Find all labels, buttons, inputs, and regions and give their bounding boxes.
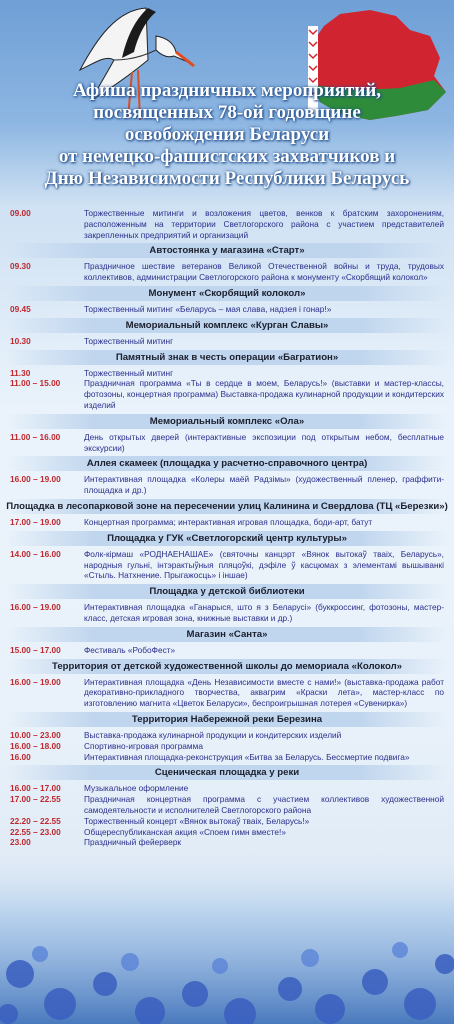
event-description: Праздничное шествие ветеранов Великой Отечественной войны и труда, трудовых коллективов, администрации Светлогорского района к монументу «Скорбящий колокол» [84,261,444,283]
event-description: Торжественные митинги и возложения цветов, венков к братским захоронениям, расположенным на территории Светлогорского района с участием представителей закрепленных предприятий и организаций [84,208,444,240]
event-description: Интерактивная площадка «Колеры маёй Радзiмы» (художественный пленер, граффити-площадка и др.) [84,474,444,496]
event-time: 15.00 – 17.00 [10,644,61,655]
event-row [6,368,448,379]
event-time: 17.00 – 22.55 [10,794,61,805]
event-row [6,304,448,315]
poster-title [0,80,454,190]
event-time: 11.00 – 15.00 [10,378,61,389]
event-row [6,378,448,410]
event-time: 16.00 [10,751,31,762]
event-row [6,261,448,283]
event-description: Общереспубликанская акция «Споем гимн вместе!» [84,826,286,837]
event-time: 16.00 – 18.00 [10,740,61,751]
event-description: Торжественный концерт «Вянок вытокаў тваіх, Беларусь!» [84,815,310,826]
event-time: 09.45 [10,303,31,314]
event-time: 22.55 – 23.00 [10,826,61,837]
event-row [6,794,448,816]
event-description: Фолк-кiрмаш «РОДНАЕНАШАЕ» (святочны канцэрт «Вянок вытокаў тваіх, Беларусь», народныя гульнi, iнтэрактыўныя пляцоўкi, дэфiле ў касцюмах з элементамi вышыванкi «Стыль. Натхнение. Прыгажосць» i iншае) [84,548,444,581]
venue-heading: Мемориальный комплекс «Курган Славы» [6,318,448,333]
event-description: Музыкальное оформление [84,783,189,794]
event-description: Интерактивная площадка «Ганарыся, што я з Беларусi» (буккроссинг, фотозоны, мастер-класс, детская игровая зона, книжные выставки и др.) [84,602,444,623]
event-time: 22.20 – 22.55 [10,815,61,826]
venue-heading: Аллея скамеек (площадка у расчетно-справочного центра) [6,456,448,471]
event-row [6,549,448,581]
venue-heading: Площадка у ГУК «Светлогорский центр культуры» [6,531,448,546]
event-row [6,517,448,528]
event-description: Интерактивная площадка-реконструкция «Битва за Беларусь. Бессмертие подвига» [84,751,410,762]
event-row [6,336,448,347]
title-line-3: освобождения Беларуси [124,124,330,145]
venue-heading: Автостоянка у магазина «Старт» [6,243,448,258]
event-row [6,837,448,848]
event-row [6,816,448,827]
schedule [0,208,454,848]
event-description: Праздничная концертная программа с участием коллективов художественной самодеятельности и исполнителей Светлогорского района [84,794,444,815]
event-time: 17.00 – 19.00 [10,516,61,527]
event-description: Торжественный митинг [84,335,174,346]
event-time: 09.00 [10,208,31,218]
event-description: День открытых дверей (интерактивные экспозиции под открытым небом, бесплатные экскурсии) [84,431,444,453]
venue-heading: Площадка у детской библиотеки [6,584,448,599]
event-row [6,783,448,794]
event-description: Спортивно-игровая программа [84,740,203,751]
event-row [6,474,448,496]
event-row [6,752,448,763]
event-row [6,645,448,656]
event-time: 16.00 – 17.00 [10,783,61,794]
venue-heading: Магазин «Санта» [6,627,448,642]
event-description: Торжественный митинг [84,367,174,378]
event-row [6,432,448,454]
event-time: 16.00 – 19.00 [10,602,61,613]
event-row [6,730,448,741]
cornflowers-decoration [0,854,454,1024]
title-line-1: Афиша праздничных мероприятий, [72,80,382,101]
event-description: Торжественный митинг «Беларусь – мая слава, надзея i гонар!» [84,303,332,314]
venue-heading: Мемориальный комплекс «Ола» [6,414,448,429]
event-time: 09.30 [10,261,31,272]
event-description: Праздничная программа «Ты в сердце в моем, Беларусь!» (выставки и мастер-классы, фотозоны, концертная программа) Выставка-продажа кулинарной продукции и кондитерских изделий [84,378,444,410]
event-time: 10.00 – 23.00 [10,729,61,740]
event-description: Концертная программа; интерактивная игровая площадка, боди-арт, батут [84,516,373,527]
venue-heading: Площадка в лесопарковой зоне на пересечении улиц Калинина и Свердлова (ТЦ «Березки») [6,500,448,512]
venue-heading: Территория Набережной реки Березина [6,712,448,727]
event-time: 10.30 [10,335,31,346]
venue-heading: Памятный знак в честь операции «Багратион» [6,350,448,365]
event-row [6,602,448,624]
event-time: 11.00 – 16.00 [10,431,61,442]
title-line-2: посвященных 78-ой годовщине [93,102,361,123]
event-time: 11.30 [10,367,31,378]
event-description: Фестиваль «РобоФест» [84,644,176,655]
event-time: 23.00 [10,837,31,848]
title-line-5: Дню Независимости Республики Беларусь [44,168,410,189]
event-row [6,741,448,752]
event-row [6,827,448,838]
venue-heading: Сценическая площадка у реки [6,765,448,780]
venue-heading: Территория от детской художественной школы до мемориала «Колокол» [6,659,448,674]
event-row [6,677,448,709]
event-time: 16.00 – 19.00 [10,676,61,687]
event-time: 16.00 – 19.00 [10,474,61,485]
venue-heading: Монумент «Скорбящий колокол» [6,286,448,301]
event-description: Праздничный фейерверк [84,837,182,848]
event-time: 14.00 – 16.00 [10,548,61,559]
event-row [6,208,448,240]
title-line-4: от немецко-фашистских захватчиков и [58,146,396,167]
header [0,0,454,205]
event-description: Интерактивная площадка «День Независимости вместе с нами!» (выставка-продажа работ декоративно-прикладного творчества, аквагрим «Краски лета», мастер-класс по изготовлению магнита «Цветок Беларуси», беспроигрышная лотерея «Сувенирка») [84,676,444,709]
event-description: Выставка-продажа кулинарной продукции и кондитерских изделий [84,729,342,740]
